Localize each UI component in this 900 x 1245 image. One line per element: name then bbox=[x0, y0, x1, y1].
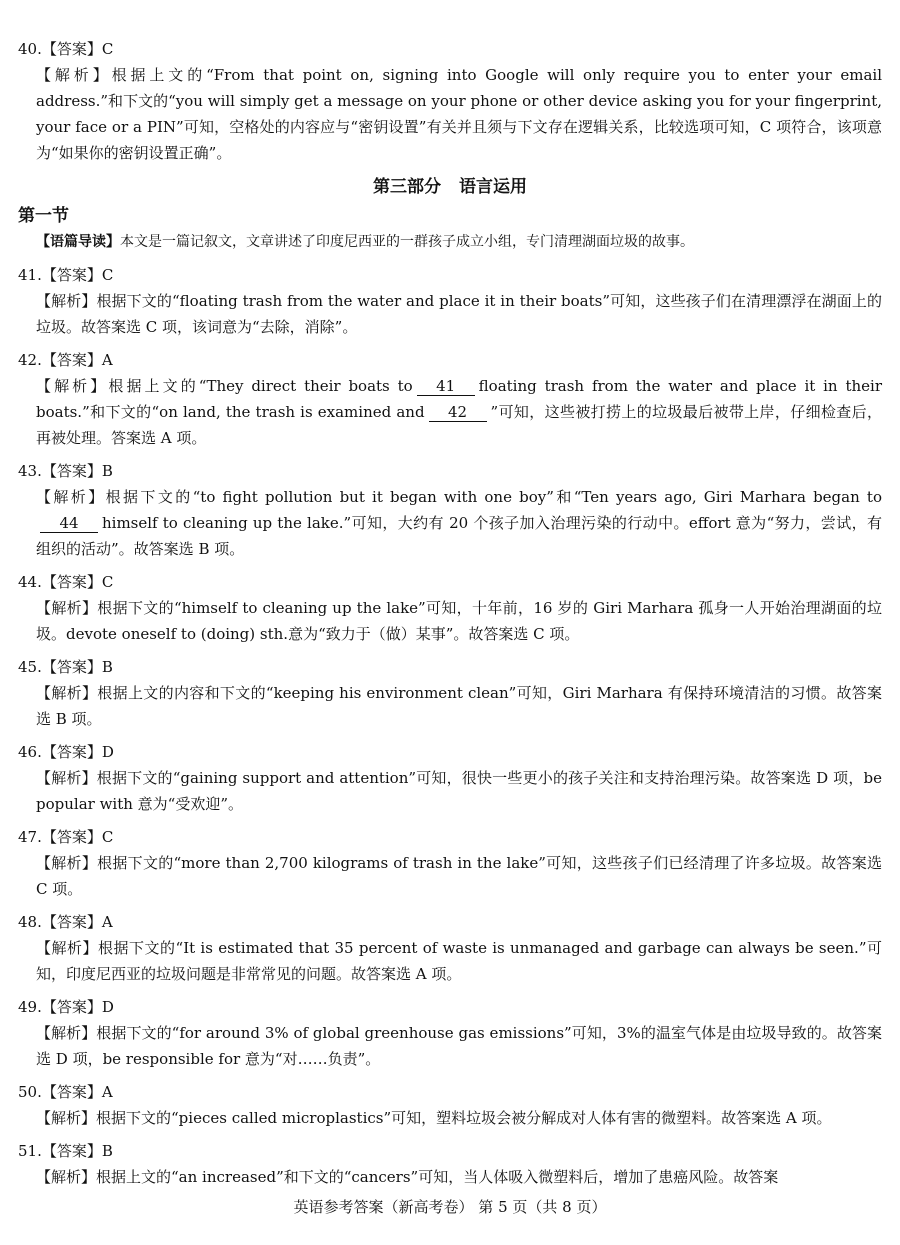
answer-item bbox=[18, 909, 882, 987]
analysis-text: 【解析】根据下文的“gaining support and attention”可知，很快一些更小的孩子关注和支持治理污染。故答案选 D 项，be popular with 意为“受欢迎”。 bbox=[36, 769, 882, 813]
answer-page bbox=[18, 36, 882, 1197]
answer-item-42 bbox=[18, 347, 882, 451]
subsection-title: 第一节 bbox=[18, 206, 69, 226]
analysis-text bbox=[18, 484, 882, 562]
answer-line: 42.【答案】A bbox=[18, 351, 113, 369]
analysis-text bbox=[18, 373, 882, 451]
answer-line: 45.【答案】B bbox=[18, 658, 113, 676]
answer-line: 44.【答案】C bbox=[18, 573, 114, 591]
answer-item bbox=[18, 569, 882, 647]
answer-item bbox=[18, 654, 882, 732]
analysis-text: 【解析】根据上文的内容和下文的“keeping his environment clean”可知，Giri Marhara 有保持环境清洁的习惯。故答案选 B 项。 bbox=[36, 684, 882, 728]
blank-41: 41 bbox=[417, 377, 475, 396]
answer-item bbox=[18, 994, 882, 1072]
answer-list bbox=[18, 569, 882, 1190]
analysis-text: 【解析】根据下文的“more than 2,700 kilograms of trash in the lake”可知，这些孩子们已经清理了许多垃圾。故答案选 C 项。 bbox=[36, 854, 882, 898]
answer-line: 47.【答案】C bbox=[18, 828, 114, 846]
answer-line: 43.【答案】B bbox=[18, 462, 113, 480]
page-footer: 英语参考答案（新高考卷） 第 5 页（共 8 页） bbox=[293, 1198, 607, 1216]
answer-item bbox=[18, 739, 882, 817]
answer-line: 49.【答案】D bbox=[18, 998, 114, 1016]
answer-item-41 bbox=[18, 262, 882, 340]
answer-item bbox=[18, 1079, 882, 1131]
answer-item-43 bbox=[18, 458, 882, 562]
analysis-part: floating trash from the water and place it in their boats.”和下文的“on land, the trash is examined and bbox=[36, 377, 882, 421]
intro-label: 【语篇导读】 bbox=[36, 234, 120, 250]
analysis-text: 【解析】根据上文的“From that point on, signing into Google will only require you to enter your email address.”和下文的“you will simply get a message on your phone or other device asking you for your fingerprint, your face or a PIN”可知，空格处的内容应与“密钥设置”有关并且须与下文存在逻辑关系，比较选项可知，C 项符合，该项意为“如果你的密钥设置正确”。 bbox=[36, 66, 882, 162]
answer-line: 46.【答案】D bbox=[18, 743, 114, 761]
analysis-part: 【解析】根据下文的“to fight pollution but it began with one boy”和“Ten years ago, Giri Marhara began to bbox=[36, 488, 882, 506]
analysis-text: 【解析】根据下文的“It is estimated that 35 percent of waste is unmanaged and garbage can always be seen.”可知，印度尼西亚的垃圾问题是非常常见的问题。故答案选 A 项。 bbox=[36, 939, 882, 983]
answer-line: 48.【答案】A bbox=[18, 913, 113, 931]
analysis-text: 【解析】根据下文的“himself to cleaning up the lake”可知，十年前，16 岁的 Giri Marhara 孤身一人开始治理湖面的垃圾。devote oneself to (doing) sth.意为“致力于（做）某事”。故答案选 C 项。 bbox=[36, 599, 882, 643]
section-title-name: 语言运用 bbox=[459, 177, 527, 197]
analysis-part: himself to cleaning up the lake.”可知，大约有 20 个孩子加入治理污染的行动中。effort 意为“努力，尝试，有组织的活动”。故答案选 B 项。 bbox=[36, 514, 882, 558]
answer-item bbox=[18, 1138, 882, 1190]
analysis-part: 【解析】根据上文的“They direct their boats to bbox=[36, 377, 413, 395]
intro-text: 本文是一篇记叙文，文章讲述了印度尼西亚的一群孩子成立小组，专门清理湖面垃圾的故事。 bbox=[120, 234, 694, 250]
answer-line: 51.【答案】B bbox=[18, 1142, 113, 1160]
analysis-text: 【解析】根据下文的“pieces called microplastics”可知，塑料垃圾会被分解成对人体有害的微塑料。故答案选 A 项。 bbox=[36, 1109, 832, 1127]
answer-line: 41.【答案】C bbox=[18, 266, 114, 284]
answer-item-40 bbox=[18, 36, 882, 166]
analysis-text: 【解析】根据下文的“floating trash from the water and place it in their boats”可知，这些孩子们在清理漂浮在湖面上的垃圾。故答案选 C 项，该词意为“去除，消除”。 bbox=[36, 292, 882, 336]
passage-intro bbox=[18, 229, 882, 255]
answer-line: 40.【答案】C bbox=[18, 40, 114, 58]
section-title bbox=[18, 173, 882, 201]
analysis-text: 【解析】根据下文的“for around 3% of global greenhouse gas emissions”可知，3%的温室气体是由垃圾导致的。故答案选 D 项，be responsible for 意为“对……负责”。 bbox=[36, 1024, 882, 1068]
section-title-part: 第三部分 bbox=[373, 177, 441, 197]
blank-42: 42 bbox=[429, 403, 487, 422]
answer-line: 50.【答案】A bbox=[18, 1083, 113, 1101]
blank-44: 44 bbox=[40, 514, 98, 533]
analysis-part: ”可知，这些被打捞上的垃圾最后被带上岸，仔细检查后，再被处理。答案选 A 项。 bbox=[36, 403, 882, 447]
answer-item bbox=[18, 824, 882, 902]
analysis-text: 【解析】根据上文的“an increased”和下文的“cancers”可知，当人体吸入微塑料后，增加了患癌风险。故答案 bbox=[36, 1168, 779, 1186]
